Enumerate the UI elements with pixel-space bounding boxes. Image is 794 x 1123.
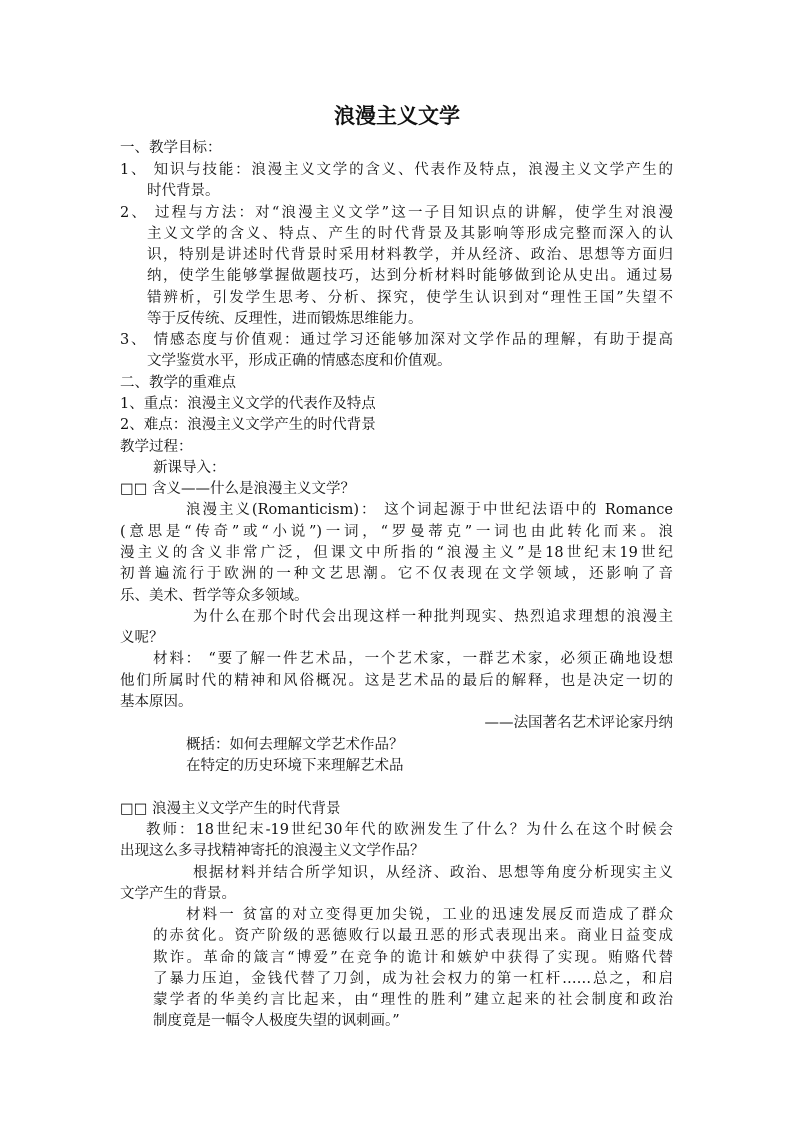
analysis-instruction: 文学产生的背景。 <box>120 886 236 902</box>
summary-question: 概括：如何去理解文学艺术作品？ <box>186 737 404 753</box>
part-heading-background: □□ 浪漫主义文学产生的时代背景 <box>120 801 341 817</box>
definition-paragraph: 漫主义的含义非常广泛，但课文中所指的“浪漫主义”是18世纪末19世纪 <box>120 545 673 561</box>
analysis-instruction: 根据材料并结合所学知识，从经济、政治、思想等角度分析现实主义 <box>193 865 673 881</box>
objective-knowledge: 1、 知识与技能：浪漫主义文学的含义、代表作及特点，浪漫主义文学产生的 <box>120 162 673 178</box>
objective-knowledge-cont: 时代背景。 <box>147 183 220 199</box>
material-one: 蒙学者的华美约言比起来，由“理性的胜利”建立起来的社会制度和政治 <box>153 992 673 1008</box>
intro-label: 新课导入： <box>153 460 226 476</box>
material-one: 材料一 贫富的对立变得更加尖锐，工业的迅速发展反而造成了群众 <box>186 907 673 923</box>
material-one: 的赤贫化。资产阶级的恶德败行以最丑恶的形式表现出来。商业日益变成 <box>153 928 673 944</box>
teacher-question: 出现这么多寻找精神寄托的浪漫主义文学作品？ <box>120 843 425 859</box>
key-point: 1、重点：浪漫主义文学的代表作及特点 <box>120 396 376 412</box>
objective-process-cont: 识，特别是讲述时代背景时采用材料教学，并从经济、政治、思想等方面归 <box>147 247 673 263</box>
material-quote: 他们所属时代的精神和风俗概况。这是艺术品的最后的解释，也是决定一切的 <box>120 673 673 689</box>
material-quote: 基本原因。 <box>120 694 193 710</box>
objective-attitude-cont: 文学鉴赏水平，形成正确的情感态度和价值观。 <box>147 353 452 369</box>
material-quote: 材料： “要了解一件艺术品，一个艺术家，一群艺术家，必须正确地设想 <box>153 651 673 667</box>
material-one: 欺诈。革命的箴言“博爱”在竞争的诡计和嫉妒中获得了实现。贿赂代替 <box>153 950 673 966</box>
material-one: 了暴力压迫，金钱代替了刀剑，成为社会权力的第一杠杆……总之，和启 <box>153 971 673 987</box>
teacher-question: 教师：18世纪末-19世纪30年代的欧洲发生了什么？为什么在这个时候会 <box>146 822 673 838</box>
section-heading-process: 教学过程： <box>120 439 193 455</box>
part-heading-meaning: □□ 含义——什么是浪漫主义文学？ <box>120 481 356 497</box>
difficult-point: 2、难点：浪漫主义文学产生的时代背景 <box>120 417 376 433</box>
question-paragraph: 为什么在那个时代会出现这样一种批判现实、热烈追求理想的浪漫主 <box>193 609 673 625</box>
objective-attitude: 3、 情感态度与价值观：通过学习还能够加深对文学作品的理解，有助于提高 <box>120 332 673 348</box>
definition-paragraph: 初普遍流行于欧洲的一种文艺思潮。它不仅表现在文学领域，还影响了音 <box>120 566 673 582</box>
objective-process: 2、 过程与方法：对“浪漫主义文学”这一子目知识点的讲解，使学生对浪漫 <box>120 205 673 221</box>
objective-process-cont: 错辨析，引发学生思考、分析、探究，使学生认识到对“理性王国”失望不 <box>147 290 673 306</box>
objective-process-cont: 等于反传统、反理性，进而锻炼思维能力。 <box>147 311 423 327</box>
definition-paragraph: 乐、美术、哲学等众多领域。 <box>120 588 309 604</box>
objective-process-cont: 纳，使学生能够掌握做题技巧，达到分析材料时能够做到论从史出。通过易 <box>147 268 673 284</box>
page-title: 浪漫主义文学 <box>334 103 460 128</box>
material-one: 制度竟是一幅令人极度失望的讽刺画。” <box>153 1013 400 1029</box>
section-heading-objectives: 一、教学目标： <box>120 140 222 156</box>
definition-paragraph: (意思是“传奇”或“小说”)一词，“罗曼蒂克”一词也由此转化而来。浪 <box>120 524 673 540</box>
section-heading-key-points: 二、教学的重难点 <box>120 375 236 391</box>
summary-answer: 在特定的历史环境下来理解艺术品 <box>186 758 404 774</box>
definition-paragraph: 浪漫主义(Romanticism)： 这个词起源于中世纪法语中的 Romance <box>186 502 673 518</box>
objective-process-cont: 主义文学的含义、特点、产生的时代背景及其影响等形成完整而深入的认 <box>147 226 673 242</box>
quote-source: ——法国著名艺术评论家丹纳 <box>484 715 673 731</box>
question-paragraph: 义呢？ <box>120 630 164 646</box>
